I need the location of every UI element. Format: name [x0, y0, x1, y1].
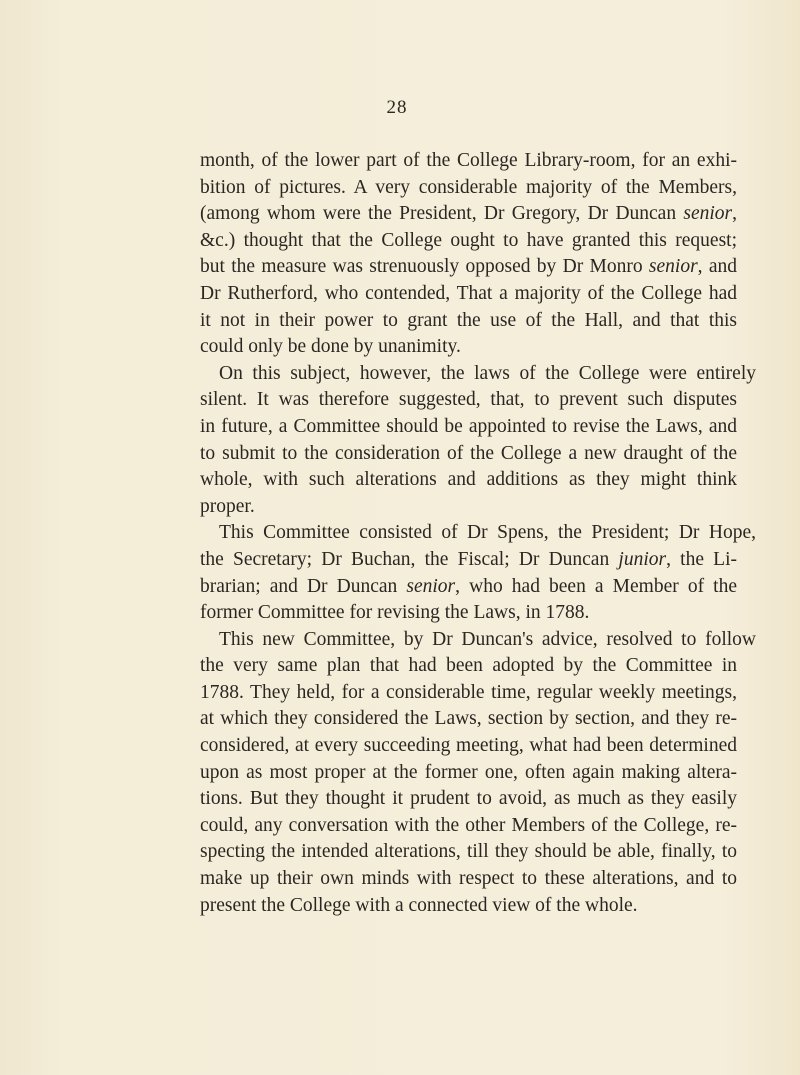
text-span: considered, at every succeeding meeting, what had been determined — [200, 735, 737, 757]
text-span: the very same plan that had been adopted by the Committee in — [200, 655, 737, 677]
text-line — [200, 281, 737, 308]
text-line — [200, 786, 737, 813]
text-span: tions. But they thought it prudent to avoid, as much as they easily — [200, 788, 737, 810]
text-line — [200, 175, 737, 202]
text-span: , the Li- — [666, 548, 737, 570]
text-line — [200, 387, 737, 414]
text-span: the Secretary; Dr Buchan, the Fiscal; Dr Duncan — [200, 548, 619, 570]
text-span: specting the intended alterations, till they should be able, finally, to — [200, 841, 737, 863]
text-line — [200, 760, 737, 787]
text-line — [200, 467, 737, 494]
text-line — [200, 733, 737, 760]
text-span: upon as most proper at the former one, often again making altera- — [200, 761, 737, 783]
text-line — [200, 308, 737, 335]
text-span: month, of the lower part of the College Library-room, for an exhi- — [200, 150, 737, 171]
body-text — [200, 148, 790, 919]
text-line — [200, 414, 737, 441]
text-line — [200, 494, 790, 521]
text-span: it not in their power to grant the use of the Hall, and that this — [200, 309, 737, 331]
text-span: to submit to the consideration of the College a new draught of the — [200, 442, 737, 464]
text-span: could, any conversation with the other Members of the College, re- — [200, 814, 737, 836]
text-span: , — [732, 203, 737, 225]
text-span: Dr Rutherford, who contended, That a majority of the College had — [200, 282, 737, 304]
text-span: whole, with such alterations and additions as they might think — [200, 469, 737, 491]
italic-word: senior — [406, 575, 456, 597]
text-line — [200, 600, 790, 627]
text-span: This new Committee, by Dr Duncan's advice, resolved to follow — [219, 628, 756, 650]
text-span: at which they considered the Laws, section by section, and they re- — [200, 708, 737, 730]
text-span: On this subject, however, the laws of the College were entirely — [219, 362, 756, 384]
text-span: , and — [697, 256, 737, 278]
text-line — [200, 361, 756, 388]
page-number: 28 — [386, 97, 408, 118]
text-span: but the measure was strenuously opposed by Dr Monro — [200, 256, 649, 278]
text-line — [200, 334, 790, 361]
text-span: make up their own minds with respect to these alterations, and to — [200, 868, 737, 890]
text-span: , who had been a Member of the — [455, 575, 737, 597]
text-span: former Committee for revising the Laws, in 1788. — [200, 602, 590, 624]
italic-word: senior — [648, 256, 698, 278]
text-line — [200, 520, 756, 547]
text-span: (among whom were the President, Dr Gregory, Dr Duncan — [200, 203, 684, 225]
text-line — [200, 228, 737, 255]
text-span: proper. — [200, 495, 255, 517]
text-span: present the College with a connected view of the whole. — [200, 894, 638, 916]
text-span: &c.) thought that the College ought to have granted this request; — [200, 229, 737, 251]
text-line — [200, 653, 737, 680]
text-line — [200, 813, 737, 840]
text-line — [200, 254, 737, 281]
italic-word: senior — [683, 203, 733, 225]
text-line — [200, 547, 737, 574]
text-span: silent. It was therefore suggested, that, to prevent such disputes — [200, 389, 737, 411]
text-line — [200, 866, 737, 893]
text-span: bition of pictures. A very considerable majority of the Members, — [200, 176, 737, 198]
text-line — [200, 680, 737, 707]
italic-word: junior — [618, 548, 667, 570]
text-line — [200, 441, 737, 468]
text-span: This Committee consisted of Dr Spens, the President; Dr Hope, — [219, 522, 756, 544]
text-line — [200, 574, 737, 601]
text-line — [200, 627, 756, 654]
text-span: 1788. They held, for a considerable time, regular weekly meetings, — [200, 681, 737, 703]
text-line — [200, 148, 737, 175]
text-line — [200, 839, 737, 866]
text-line — [200, 893, 790, 920]
text-span: could only be done by unanimity. — [200, 336, 461, 358]
text-span: in future, a Committee should be appointed to revise the Laws, and — [200, 415, 737, 437]
text-line — [200, 201, 737, 228]
text-line — [200, 706, 737, 733]
text-span: brarian; and Dr Duncan — [200, 575, 407, 597]
